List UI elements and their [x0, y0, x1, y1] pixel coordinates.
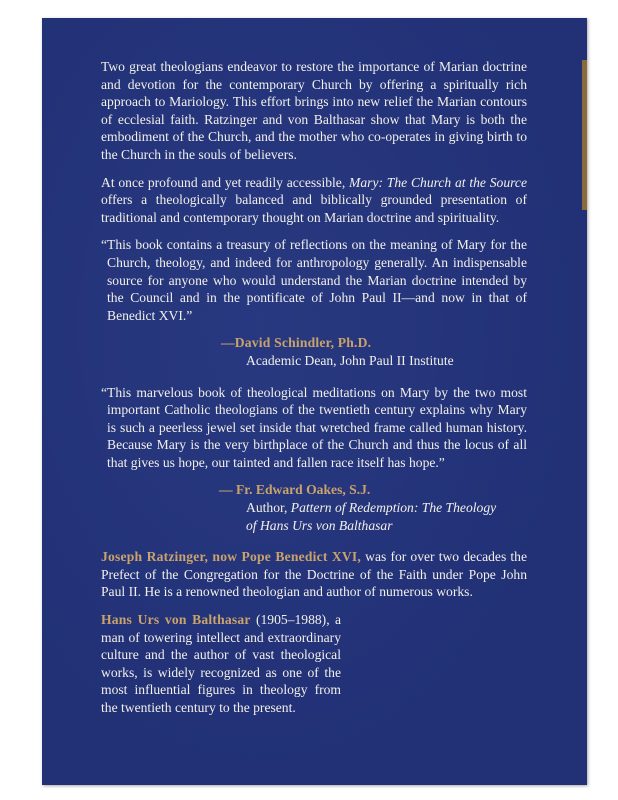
- author-bio-balthasar-text: (1905–1988), a man of towering intellect and extraordinary culture and the author of vast theological works, is widely recognized as one of the most influential figures in theology from the twentieth century to the present.: [101, 612, 341, 715]
- book-title: Mary: The Church at the Source: [349, 174, 527, 190]
- intro-paragraph-1: Two great theologians endeavor to restore the importance of Marian doctrine and devotion for the contemporary Church by offering a spiritually rich approach to Mariology. This effort brings into new relief the Marian contours of ecclesial faith. Ratzinger and von Balthasar show that Mary is both the embodiment of the Church, and the mother who co-operates in giving birth to the Church in the souls of believers.: [101, 59, 527, 162]
- endorser-1-role: Academic Dean, John Paul II Institute: [246, 352, 454, 368]
- endorser-2-book-title-1: Pattern of Redemption: The Theology: [290, 500, 497, 516]
- endorsement-1-attribution: [101, 334, 527, 369]
- endorsement-2-attribution: [101, 481, 527, 534]
- author-name-ratzinger: Joseph Ratzinger, now Pope Benedict XVI,: [101, 549, 362, 565]
- back-cover-text: [101, 58, 527, 727]
- spine-edge-strip: [582, 60, 587, 210]
- intro-paragraph-2: [101, 174, 527, 227]
- endorsement-quote-2: “This marvelous book of theological meditations on Mary by the two most important Catholic theologians of the twentieth century explains why Mary is such a peerless jewel set inside that wretched frame called human history. Because Mary is the very birthplace of the Church and thus the locus of all that gives us hope, our tainted and fallen race itself has hope.”: [101, 384, 527, 470]
- endorser-2-name: — Fr. Edward Oakes, S.J.: [219, 482, 371, 498]
- author-bio-ratzinger-text: was for over two decades the Prefect of the Congregation for the Doctrine of the Faith under Pope John Paul II. He is a renowned theologian and author of numerous works.: [101, 549, 527, 600]
- endorser-1-name: —David Schindler, Ph.D.: [221, 335, 372, 351]
- endorsement-quote-1: “This book contains a treasury of reflections on the meaning of Mary for the Church, theology, and indeed for anthropology generally. An indispensable source for anyone who would understand the Marian doctrine intended by the Council and in the pontificate of John Paul II—and now in that of Benedict XVI.”: [101, 237, 527, 323]
- author-bio-ratzinger: [101, 548, 527, 601]
- endorser-2-role: [101, 499, 527, 517]
- intro-p2-lead: At once profound and yet readily accessible,: [101, 174, 350, 190]
- intro-p2-rest: offers a theologically balanced and biblically grounded presentation of traditional and contemporary thought on Marian doctrine and spirituality.: [101, 192, 527, 225]
- author-bio-balthasar: [101, 611, 341, 717]
- endorser-2-role-prefix: Author,: [246, 500, 291, 516]
- endorser-2-book-title-2: of Hans Urs von Balthasar: [246, 517, 393, 533]
- author-name-balthasar: Hans Urs von Balthasar: [101, 612, 251, 628]
